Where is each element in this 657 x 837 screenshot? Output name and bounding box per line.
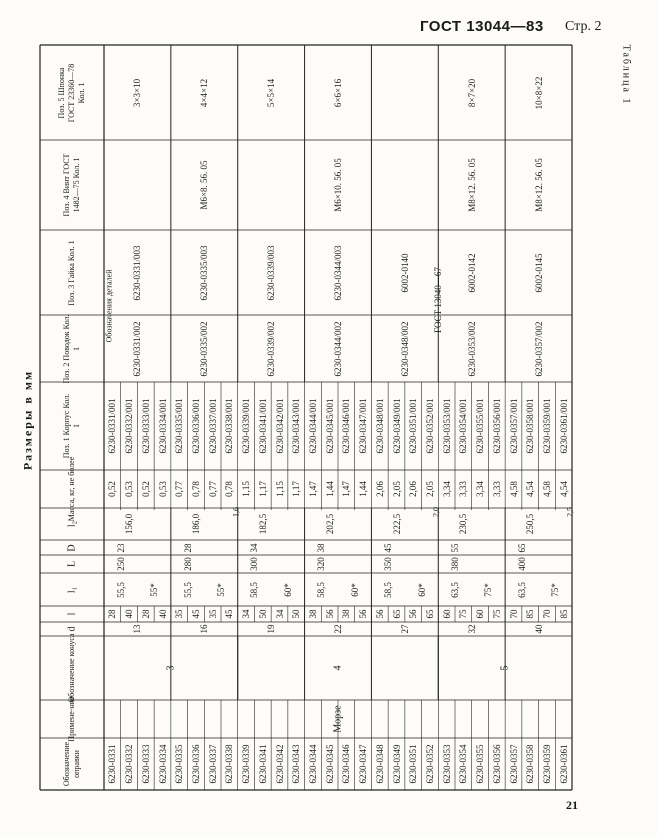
subheader-oboz-detalei: Обозначения деталей [104, 269, 114, 343]
group-poz5: 8×7×20 [466, 78, 477, 107]
group-l1b: 60* [349, 582, 360, 597]
group-poz2: 6230-0348/002 [399, 321, 410, 376]
group-L: 380 [450, 557, 460, 571]
row-poz1: 6230-0339/001 [241, 398, 252, 454]
group-D: 38 [316, 543, 327, 552]
row-l: 35 [207, 609, 218, 619]
row-code: 6230-0346 [341, 744, 352, 784]
row-mass: 1,47 [341, 481, 352, 497]
row-mass: 1,17 [291, 481, 302, 497]
row-poz1: 6230-0346/001 [341, 398, 352, 454]
group-poz4: М6×8. 56. 05 [199, 160, 210, 210]
row-l: 60 [475, 609, 486, 619]
group-poz2: 6230-0331/002 [132, 321, 143, 376]
group-l2: 182,5 [257, 513, 268, 535]
row-l: 28 [107, 609, 118, 619]
row-l: 34 [241, 609, 252, 619]
row-code: 6230-0347 [358, 744, 369, 784]
header-L: L [66, 560, 78, 568]
row-code: 6230-0351 [408, 744, 419, 784]
header-D: D [66, 543, 78, 552]
group-D: 45 [383, 543, 394, 552]
group-L: 300 [249, 557, 260, 571]
group-l1a: 63,5 [516, 581, 527, 598]
group-poz3: 6230-0344/003 [333, 245, 343, 300]
group-l2: 186,0 [190, 513, 201, 535]
row-code: 6230-0356 [491, 744, 502, 784]
group-d: 13 [132, 624, 143, 634]
row-poz1: 6230-0358/001 [525, 398, 536, 454]
row-code: 6230-0338 [224, 744, 235, 784]
group-l2: 230,5 [458, 513, 469, 535]
row-code: 6230-0341 [257, 744, 268, 784]
row-code: 6230-0333 [140, 744, 151, 784]
row-poz1: 6230-0359/001 [541, 398, 552, 454]
group-poz5: 4×4×12 [199, 78, 210, 107]
row-mass: 0,52 [140, 481, 151, 497]
group-L: 320 [316, 557, 327, 571]
a-value: 1,6 [231, 507, 241, 517]
row-l: 56 [374, 609, 385, 619]
header-l1: l₁ [66, 586, 78, 593]
group-poz2: 6230-0344/002 [333, 321, 343, 376]
group-D: 34 [249, 543, 260, 552]
row-l: 40 [124, 609, 135, 619]
row-l: 40 [157, 609, 168, 619]
row-poz1: 6230-0352/001 [424, 398, 435, 454]
group-poz4: М8×12. 56. 05 [533, 158, 544, 212]
row-mass: 3,33 [458, 481, 469, 497]
table-caption: Размеры в мм [20, 369, 35, 471]
row-poz1: 6230-0356/001 [491, 398, 502, 454]
row-poz1: 6230-0342/001 [274, 398, 285, 454]
a-value: 2,5 [565, 507, 575, 517]
table-label: Таблица 1 [620, 44, 632, 106]
row-mass: 4,54 [558, 481, 569, 497]
row-l: 56 [408, 609, 419, 619]
row-mass: 0,77 [207, 481, 218, 497]
group-l1a: 58,5 [383, 581, 394, 598]
group-d: 40 [533, 624, 544, 634]
row-l: 45 [224, 609, 235, 619]
row-mass: 1,47 [307, 481, 318, 497]
group-l1b: 75* [483, 582, 494, 597]
row-mass: 2,06 [408, 481, 419, 497]
group-l2: 202,5 [324, 513, 335, 535]
row-l: 85 [525, 609, 536, 619]
group-poz2: 6230-0339/002 [266, 321, 277, 376]
row-code: 6230-0337 [207, 744, 218, 784]
group-poz5: 5×5×14 [266, 78, 277, 107]
row-poz1: 6230-0357/001 [508, 398, 519, 454]
row-l: 85 [558, 609, 569, 619]
row-l: 60 [441, 609, 452, 619]
group-poz3: 6002-0140 [399, 253, 410, 292]
row-l: 75 [491, 609, 502, 619]
group-poz3: 6230-0339/003 [266, 245, 277, 300]
group-l2: 250,5 [525, 513, 536, 535]
cone-label: 3 [165, 665, 177, 671]
group-l1b: 60* [416, 582, 427, 597]
row-mass: 1,17 [257, 481, 268, 497]
row-code: 6230-0353 [441, 744, 452, 784]
group-poz3: 6230-0335/003 [199, 245, 210, 300]
header-oboz-konusa: Обозначение конуса [67, 633, 76, 703]
row-poz1: 6230-0349/001 [391, 398, 402, 454]
row-mass: 2,05 [391, 481, 402, 497]
row-mass: 1,15 [274, 481, 285, 497]
row-l: 65 [391, 609, 402, 619]
row-l: 75 [458, 609, 469, 619]
row-poz1: 6230-0337/001 [207, 398, 218, 454]
group-d: 19 [266, 624, 277, 634]
group-poz2: 6230-0357/002 [533, 321, 544, 376]
row-code: 6230-0343 [291, 744, 302, 784]
row-code: 6230-0357 [508, 744, 519, 784]
row-l: 34 [274, 609, 285, 619]
group-d: 16 [199, 624, 210, 634]
group-l1b: 55* [149, 582, 160, 597]
row-mass: 0,53 [157, 481, 168, 497]
row-mass: 0,78 [224, 481, 235, 497]
row-code: 6230-0358 [525, 744, 536, 784]
gost-number: ГОСТ 13044—83 [420, 18, 544, 35]
group-poz3: 6230-0331/003 [132, 245, 143, 300]
group-poz3: 6002-0145 [533, 253, 544, 292]
group-poz4: М6×10. 56. 05 [333, 158, 343, 212]
row-poz1: 6230-0336/001 [190, 398, 201, 454]
cone-label: 4 [332, 665, 344, 671]
header-oboz-opravki: Обозначение оправки [62, 741, 81, 787]
group-l1b: 75* [550, 582, 561, 597]
group-poz3: 6002-0142 [466, 253, 477, 292]
header-poz2: Поз. 2 Поводок Кол. 1 [62, 314, 81, 383]
row-mass: 0,53 [124, 481, 135, 497]
row-mass: 0,52 [107, 481, 118, 497]
row-poz1: 6230-0355/001 [475, 398, 486, 454]
row-l: 35 [174, 609, 185, 619]
row-code: 6230-0339 [241, 744, 252, 784]
row-mass: 4,58 [508, 481, 519, 497]
group-poz5: 6×6×16 [333, 78, 343, 107]
row-l: 45 [190, 609, 201, 619]
row-mass: 0,77 [174, 481, 185, 497]
group-L: 350 [383, 557, 394, 571]
group-d: 32 [466, 624, 477, 634]
row-mass: 2,05 [424, 481, 435, 497]
row-l: 70 [508, 609, 519, 619]
row-mass: 3,33 [491, 481, 502, 497]
row-mass: 4,58 [541, 481, 552, 497]
group-L: 280 [182, 557, 193, 571]
group-l1a: 63,5 [450, 581, 460, 598]
row-poz1: 6230-0331/001 [107, 398, 118, 454]
row-poz1: 6230-0351/001 [408, 398, 419, 454]
morse-label: Морзе [332, 705, 344, 733]
group-l1b: 60* [282, 582, 293, 597]
row-l: 56 [358, 609, 369, 619]
row-mass: 0,78 [190, 481, 201, 497]
row-mass: 1,44 [324, 481, 335, 497]
row-code: 6230-0336 [190, 744, 201, 784]
row-code: 6230-0334 [157, 744, 168, 784]
row-code: 6230-0344 [307, 744, 318, 784]
row-l: 56 [324, 609, 335, 619]
page-number: 21 [566, 798, 578, 812]
group-D: 65 [516, 543, 527, 552]
group-l2: 156,0 [124, 513, 135, 535]
row-poz1: 6230-0332/001 [124, 398, 135, 454]
row-poz1: 6230-0348/001 [374, 398, 385, 454]
header-poz3: Поз. 3 Гайка Кол. 1 [67, 239, 76, 306]
row-poz1: 6230-0341/001 [257, 398, 268, 454]
row-code: 6230-0354 [458, 744, 469, 784]
row-mass: 1,15 [241, 481, 252, 497]
group-poz5: 10×8×22 [533, 76, 544, 109]
row-code: 6230-0349 [391, 744, 402, 784]
subheader-gost-nut: ГОСТ 13040—67 [433, 267, 444, 333]
group-poz5: 3×3×10 [132, 78, 143, 107]
cone-label: 5 [499, 665, 511, 671]
header-poz5: Поз. 5 Шпонка ГОСТ 23360—78 Кол. 1 [57, 63, 86, 122]
row-code: 6230-0361 [558, 744, 569, 784]
header-d: d [66, 626, 78, 632]
row-l: 38 [341, 609, 352, 619]
row-poz1: 6230-0333/001 [140, 398, 151, 454]
row-poz1: 6230-0344/001 [307, 398, 318, 454]
row-poz1: 6230-0345/001 [324, 398, 335, 454]
row-mass: 3,34 [475, 481, 486, 497]
row-code: 6230-0345 [324, 744, 335, 784]
header-l: l [66, 612, 78, 616]
header-l2: l₂ [66, 520, 78, 528]
group-D: 55 [450, 543, 460, 552]
row-mass: 2,06 [374, 481, 385, 497]
row-poz1: 6230-0338/001 [224, 398, 235, 454]
group-D: 23 [115, 543, 126, 552]
row-poz1: 6230-0334/001 [157, 398, 168, 454]
row-poz1: 6230-0347/001 [358, 398, 369, 454]
row-poz1: 6230-0343/001 [291, 398, 302, 454]
group-L: 250 [115, 557, 126, 571]
group-poz2: 6230-0335/002 [199, 321, 210, 376]
row-code: 6230-0359 [541, 744, 552, 784]
row-poz1: 6230-0354/001 [458, 398, 469, 454]
row-code: 6230-0355 [475, 744, 486, 784]
group-d: 22 [333, 624, 343, 634]
group-poz4: М8×12. 56. 05 [466, 158, 477, 212]
row-l: 38 [307, 609, 318, 619]
row-code: 6230-0331 [107, 744, 118, 784]
row-l: 50 [291, 609, 302, 619]
row-poz1: 6230-0335/001 [174, 398, 185, 454]
page-label: Стр. 2 [565, 19, 602, 34]
row-l: 70 [541, 609, 552, 619]
row-code: 6230-0335 [174, 744, 185, 784]
row-l: 65 [424, 609, 435, 619]
row-l: 50 [257, 609, 268, 619]
row-mass: 1,44 [358, 481, 369, 497]
group-l1b: 55* [216, 582, 226, 597]
group-d: 27 [399, 624, 410, 634]
group-l1a: 55,5 [182, 581, 193, 598]
group-l1a: 58,5 [316, 581, 327, 598]
header-poz4: Поз. 4 Винт ГОСТ 1482—75 Кол. 1 [62, 153, 81, 217]
a-value: 2,0 [431, 507, 441, 517]
group-poz2: 6230-0353/002 [466, 321, 477, 376]
row-code: 6230-0352 [424, 744, 435, 784]
header-massa: Масса, кг, не более [67, 456, 76, 522]
row-code: 6230-0342 [274, 744, 285, 784]
row-l: 28 [140, 609, 151, 619]
row-mass: 4,54 [525, 481, 536, 497]
header-primenenie: Примене-ние [67, 696, 76, 742]
row-poz1: 6230-0353/001 [441, 398, 452, 454]
group-l1a: 55,5 [115, 581, 126, 598]
row-code: 6230-0332 [124, 744, 135, 784]
row-poz1: 6230-0361/001 [558, 398, 569, 454]
group-L: 400 [516, 557, 527, 571]
group-l1a: 58,5 [249, 581, 260, 598]
group-D: 28 [182, 543, 193, 552]
row-mass: 3,34 [441, 481, 452, 497]
row-code: 6230-0348 [374, 744, 385, 784]
header-poz1: Поз. 1 Корпус Кол. 1 [62, 393, 81, 459]
group-l2: 222,5 [391, 513, 402, 535]
